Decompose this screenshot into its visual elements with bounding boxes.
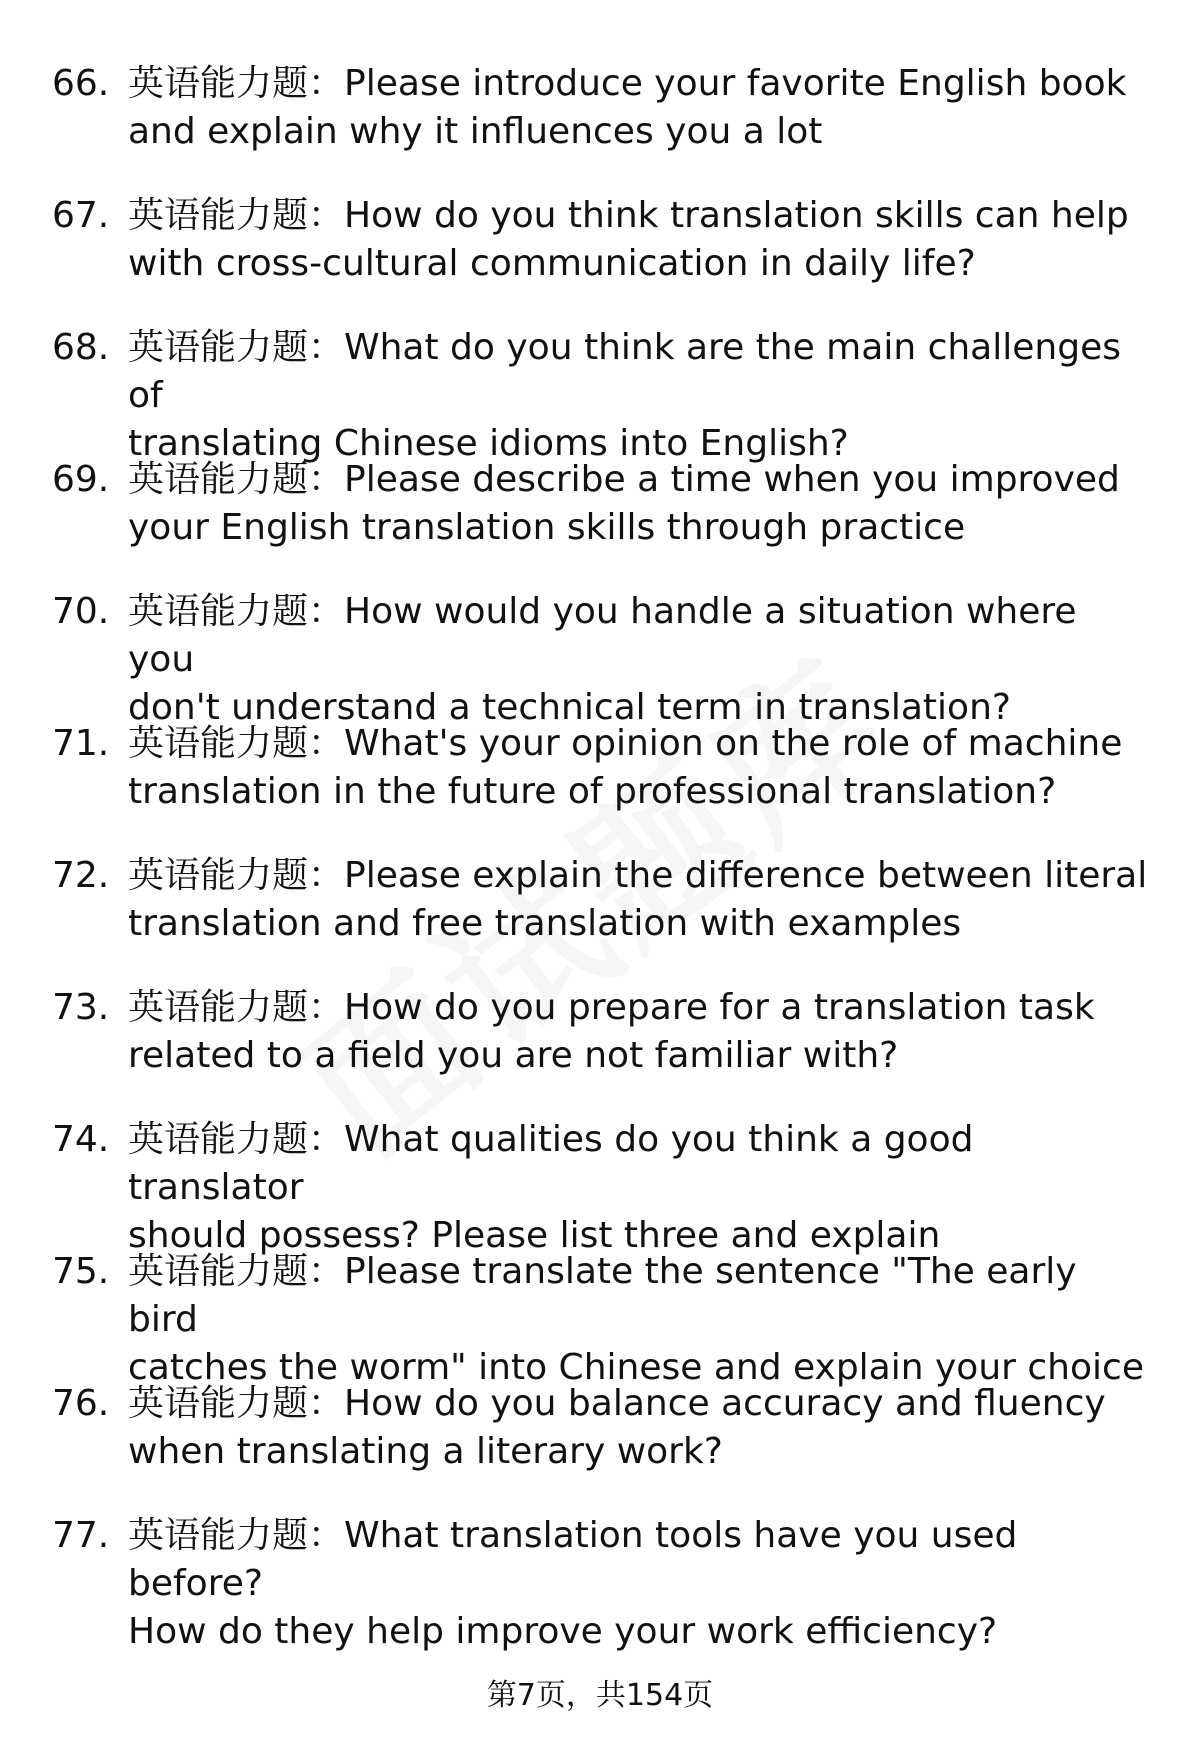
question-number: 68. — [52, 327, 110, 368]
question-text: What translation tools have you used before? How do they help improve your work efficiency? — [128, 1515, 1018, 1652]
question-tag: 英语能力题： — [128, 987, 345, 1028]
question-number: 73. — [52, 987, 110, 1028]
question-item — [52, 984, 1152, 1116]
question-number: 66. — [52, 63, 110, 104]
question-item — [52, 588, 1152, 728]
question-body — [128, 60, 1152, 156]
question-body — [128, 588, 1152, 732]
question-tag: 英语能力题： — [128, 1251, 345, 1292]
question-number: 71. — [52, 723, 110, 764]
question-text: How do you think translation skills can help with cross-cultural communication in daily life? — [128, 195, 1129, 284]
question-item — [52, 1512, 1152, 1652]
question-body — [128, 324, 1152, 468]
question-text: What do you think are the main challenges of translating Chinese idioms into English? — [128, 327, 1121, 464]
question-text: How would you handle a situation where you don't understand a technical term in translation? — [128, 591, 1077, 728]
question-list — [52, 60, 1152, 1652]
question-tag: 英语能力题： — [128, 63, 345, 104]
question-tag: 英语能力题： — [128, 327, 345, 368]
question-body — [128, 1512, 1152, 1656]
question-text: What qualities do you think a good translator should possess? Please list three and explain — [128, 1119, 974, 1256]
question-item — [52, 852, 1152, 984]
question-tag: 英语能力题： — [128, 1119, 345, 1160]
question-tag: 英语能力题： — [128, 1383, 345, 1424]
question-number: 77. — [52, 1515, 110, 1556]
question-number: 74. — [52, 1119, 110, 1160]
question-text: What's your opinion on the role of machine translation in the future of professional translation? — [128, 723, 1123, 812]
question-item — [52, 1248, 1152, 1388]
question-body — [128, 852, 1152, 948]
question-text: How do you balance accuracy and fluency when translating a literary work? — [128, 1383, 1106, 1472]
question-number: 76. — [52, 1383, 110, 1424]
question-item — [52, 324, 1152, 464]
question-text: Please describe a time when you improved your English translation skills through practice — [128, 459, 1120, 548]
question-item — [52, 720, 1152, 852]
question-number: 75. — [52, 1251, 110, 1292]
question-body — [128, 456, 1152, 552]
question-tag: 英语能力题： — [128, 723, 345, 764]
question-body — [128, 1380, 1152, 1476]
question-body — [128, 984, 1152, 1080]
question-item — [52, 1380, 1152, 1512]
question-number: 69. — [52, 459, 110, 500]
question-tag: 英语能力题： — [128, 459, 345, 500]
question-item — [52, 1116, 1152, 1256]
page-number-footer: 第7页，共154页 — [486, 1678, 714, 1713]
question-tag: 英语能力题： — [128, 855, 345, 896]
question-tag: 英语能力题： — [128, 591, 345, 632]
question-item — [52, 60, 1152, 192]
question-number: 67. — [52, 195, 110, 236]
question-text: Please explain the difference between literal translation and free translation with examples — [128, 855, 1148, 944]
question-body — [128, 1116, 1152, 1260]
question-text: Please introduce your favorite English book and explain why it influences you a lot — [128, 63, 1127, 152]
question-text: How do you prepare for a translation task related to a field you are not familiar with? — [128, 987, 1095, 1076]
question-body — [128, 720, 1152, 816]
question-tag: 英语能力题： — [128, 1515, 345, 1556]
question-item — [52, 456, 1152, 588]
question-number: 70. — [52, 591, 110, 632]
question-item — [52, 192, 1152, 324]
question-number: 72. — [52, 855, 110, 896]
question-text: Please translate the sentence "The early bird catches the worm" into Chinese and explain your choice — [128, 1251, 1144, 1388]
question-body — [128, 1248, 1152, 1392]
question-body — [128, 192, 1152, 288]
question-tag: 英语能力题： — [128, 195, 345, 236]
